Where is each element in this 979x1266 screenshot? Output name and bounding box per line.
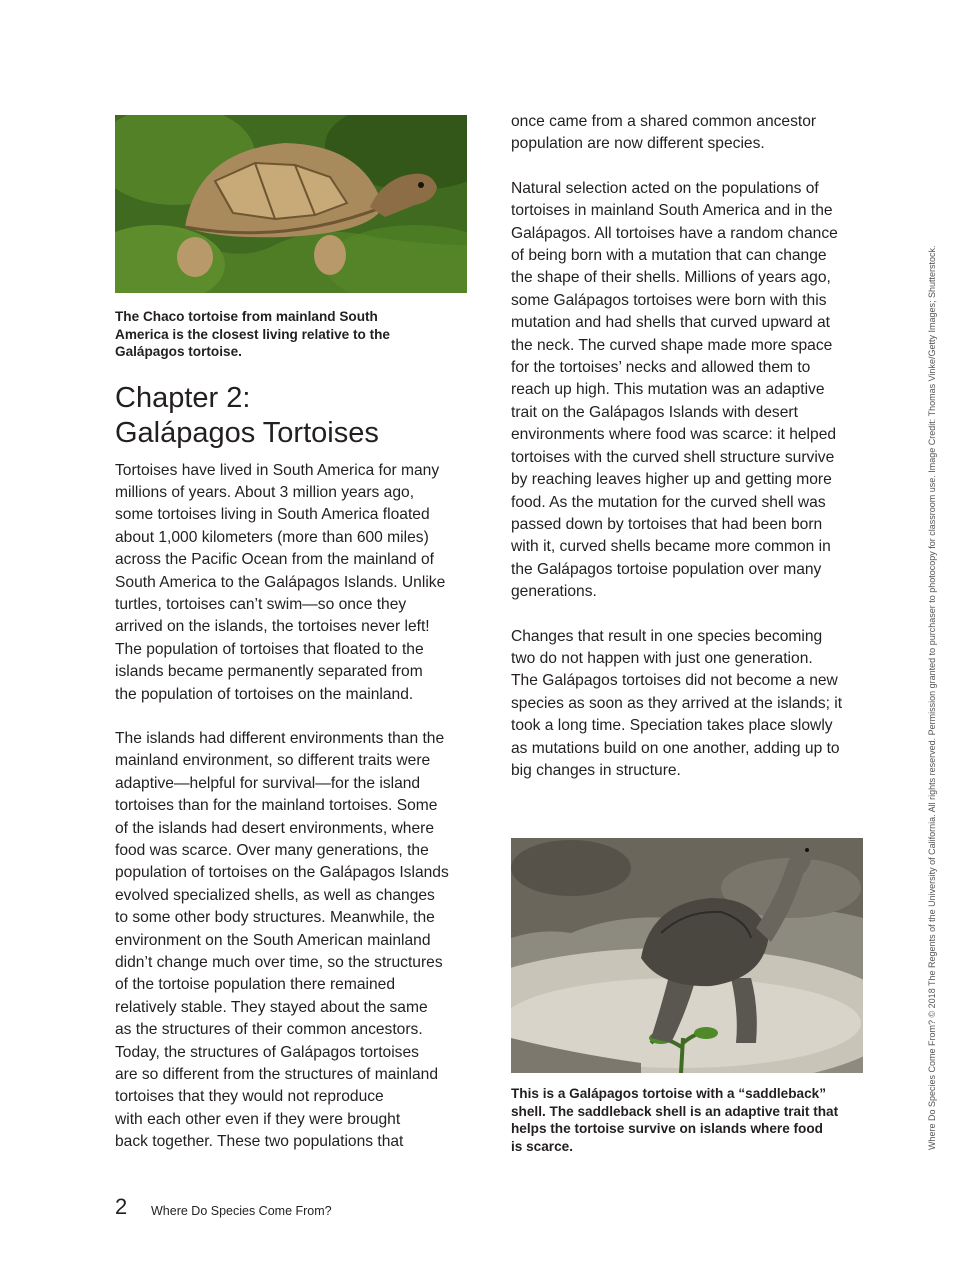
chaco-tortoise-photo [115,115,467,293]
right-paragraph-1: once came from a shared common ancestor population are now different species. [511,113,817,153]
chapter-title: Chapter 2: Galápagos Tortoises [115,381,379,449]
left-paragraph-2: The islands had different environments than the mainland environment, so different traits were adaptive—helpful for survival—for the island tortoises than for the mainland tortoises. Some of the islands had desert environments, where food was scarce. Over many generations, the population of tortoises on the Galápagos Islands evolved specialized shells, as well as changes to some other body structures. Meanwhile, the environment on the South American mainland didn’t change much over time, so the structures of the tortoise population there remained relatively stable. They stayed about the same as the structures of their common ancestors. Today, the structures of Galápagos tortoises are so different from the structures of mainland tortoises that they would not reproduce with each other even if they were brought back together. These two populations that [115,729,449,1151]
side-copyright-credit: Where Do Species Come From? © 2018 The Regents of the University of California. All rights reserved. Permission granted to purchaser to photocopy for classroom use. Image Credit: Thomas Vinke/Getty Images; Shutterstock. [927,245,937,1150]
left-column [115,115,467,1154]
right-column [511,111,863,1155]
left-paragraph-1: Tortoises have lived in South America for many millions of years. About 3 million years ago, some tortoises living in South America floated about 1,000 kilometers (more than 600 miles) across the Pacific Ocean from the mainland of South America to the Galápagos Islands. Unlike turtles, tortoises can’t swim—so once they arrived on the islands, the tortoises never left! The population of tortoises that floated to the islands became permanently separated from the population of tortoises on the mainland. [115,461,446,703]
right-paragraph-2: Natural selection acted on the populations of tortoises in mainland South America and in the Galápagos. All tortoises have a random chance of being born with a mutation that can change the shape of their shells. Millions of years ago, some Galápagos tortoises were born with this mutation and had shells that curved upward at the neck. The curved shape made more space for the tortoises’ necks and allowed them to reach up high. This mutation was an adaptive trait on the Galápagos Islands with desert environments where food was scarce: it helped tortoises with the curved shell structure survive by reaching leaves higher up and getting more food. As the mutation for the curved shell was passed down by tortoises that had been born with it, curved shells became more common in the Galápagos tortoise population over many generations. [511,179,838,601]
footer-book-title: Where Do Species Come From? [151,1204,332,1218]
saddleback-tortoise-illustration [511,838,863,1073]
saddleback-tortoise-caption: This is a Galápagos tortoise with a “saddleback” shell. The saddleback shell is an adaptive trait that helps the tortoise survive on islands where food is scarce. [511,1086,839,1154]
saddleback-tortoise-photo [511,838,863,1073]
right-paragraph-3: Changes that result in one species becoming two do not happen with just one generation. The Galápagos tortoises did not become a new species as soon as they arrived at the islands; it took a long time. Speciation takes place slowly as mutations build on one another, adding up to big changes in structure. [511,627,843,779]
page-number: 2 [115,1194,128,1219]
chaco-tortoise-caption: The Chaco tortoise from mainland South America is the closest living relative to the Galápagos tortoise. [115,309,390,359]
chaco-tortoise-illustration [115,115,467,293]
